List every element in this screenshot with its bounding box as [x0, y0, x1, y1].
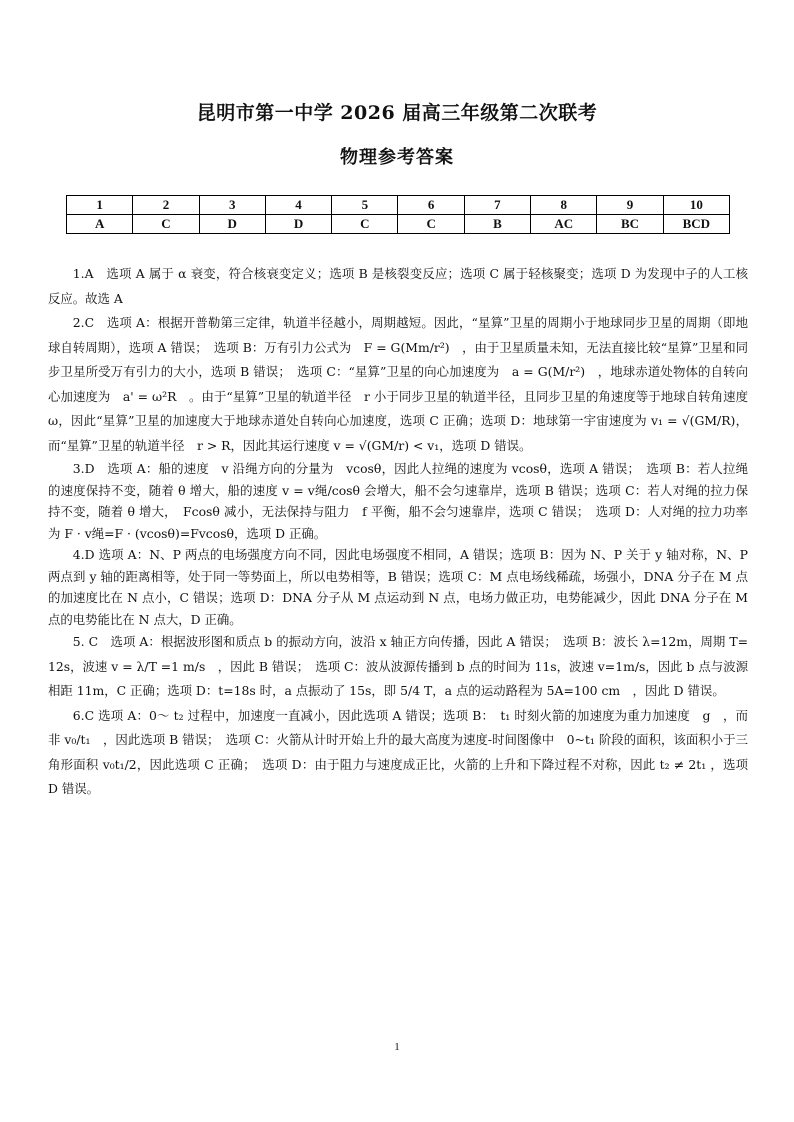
- answer-cell: C: [332, 215, 398, 234]
- answer-cell: C: [133, 215, 199, 234]
- solutions-section: [48, 262, 761, 802]
- answer-cell: C: [398, 215, 464, 234]
- page-number: 1: [394, 1041, 400, 1053]
- solution-4: 4.D 选项 A：N、P 两点的电场强度方向不同，因此电场强度不相同，A 错误；选项 B：因为 N、P 关于 y 轴对称，N、P 两点到 y 轴的距离相等，处于同一等势面上，所以电势相等，B 错误；选项 C：M 点电场线稀疏，场强小，DNA 分子在 M 点的加速度比在 N 点小，C 错误；选项 D：DNA 分子从 M 点运动到 N 点，电场力做正功，电势能减少，因此 DNA 分子在 M 点的电势能比在 N 点大，D 正确。: [48, 547, 748, 627]
- solution-5: 5. C 选项 A：根据波形图和质点 b 的振动方向，波沿 x 轴正方向传播，因此 A 错误； 选项 B：波长 λ=12m，周期 T=12s，波速 v = λ/T =1 m/s ，因此 B 错误； 选项 C：波从波源传播到 b 点的时间为 11s，波速 v=1m/s，因此 b 点与波源相距 11m，C 正确；选项 D：t=18s 时，a 点振动了 15s，即 5/4 T，a 点的运动路程为 5A=100 cm ，因此 D 错误。: [48, 634, 748, 698]
- answer-cell: D: [265, 215, 331, 234]
- question-number-cell: 6: [398, 196, 464, 215]
- solution-3: 3.D 选项 A：船的速度 v 沿绳方向的分量为 vcosθ，因此人拉绳的速度为 vcosθ，选项 A 错误； 选项 B：若人拉绳的速度保持不变，随着 θ 增大，船的速度 v = v绳/cosθ 会增大，船不会匀速靠岸，选项 B 错误；选项 C：若人对绳的拉力保持不变，随着 θ 增大， Fcosθ 减小，无法保持与阻力 f 平衡，船不会匀速靠岸，选项 C 错误； 选项 D：人对绳的拉力功率为 F · v绳=F · (vcosθ)=Fvcosθ，选项 D 正确。: [48, 461, 748, 541]
- page-title: 昆明市第一中学 2026 届高三年级第二次联考: [196, 102, 598, 124]
- question-number-cell: 2: [133, 196, 199, 215]
- question-number-cell: 10: [663, 196, 729, 215]
- solution-1: 1.A 选项 A 属于 α 衰变，符合核衰变定义；选项 B 是核裂变反应；选项 C 属于轻核聚变；选项 D 为发现中子的人工核反应。故选 A: [48, 266, 748, 306]
- question-number-cell: 7: [464, 196, 530, 215]
- question-number-cell: 5: [332, 196, 398, 215]
- answer-cell: B: [464, 215, 530, 234]
- answer-table: [66, 195, 730, 234]
- answer-table-number-row: [67, 196, 730, 215]
- question-number-cell: 4: [265, 196, 331, 215]
- answer-table-answer-row: [67, 215, 730, 234]
- page-subtitle: 物理参考答案: [340, 147, 454, 168]
- answer-cell: BCD: [663, 215, 729, 234]
- solution-2: 2.C 选项 A：根据开普勒第三定律，轨道半径越小，周期越短。因此，“星算”卫星的周期小于地球同步卫星的周期（即地球自转周期），选项 A 错误； 选项 B：万有引力公式为 F = G(Mm/r²) ，由于卫星质量未知，无法直接比较“星算”卫星和同步卫星所受万有引力的大小，选项 B 错误； 选项 C：“星算”卫星的向心加速度为 a = G(M/r²) ，地球赤道处物体的自转向心加速度为 a' = ω²R 。由于“星算”卫星的轨道半径 r 小于同步卫星的轨道半径，且同步卫星的角速度等于地球自转角速度 ω，因此“星算”卫星的加速度大于地球赤道处自转向心加速度，选项 C 正确；选项 D：地球第一宇宙速度为 v₁ = √(GM/R)，而“星算”卫星的轨道半径 r > R，因此其运行速度 v = √(GM/r) < v₁，选项 D 错误。: [48, 315, 761, 453]
- question-number-cell: 3: [199, 196, 265, 215]
- answer-cell: A: [67, 215, 133, 234]
- answer-cell: D: [199, 215, 265, 234]
- solution-6: 6.C 选项 A：0～ t₂ 过程中，加速度一直减小，因此选项 A 错误；选项 B： t₁ 时刻火箭的加速度为重力加速度 g ，而非 v₀/t₁ ，因此选项 B 错误； 选项 C：火箭从计时开始上升的最大高度为速度-时间图像中 0~t₁ 阶段的面积，该面积小于三角形面积 v₀t₁/2，因此选项 C 正确； 选项 D：由于阻力与速度成正比，火箭的上升和下降过程不对称，因此 t₂ ≠ 2t₁ ，选项 D 错误。: [48, 707, 748, 796]
- question-number-cell: 8: [531, 196, 597, 215]
- answer-cell: AC: [531, 215, 597, 234]
- question-number-cell: 1: [67, 196, 133, 215]
- question-number-cell: 9: [597, 196, 663, 215]
- answer-cell: BC: [597, 215, 663, 234]
